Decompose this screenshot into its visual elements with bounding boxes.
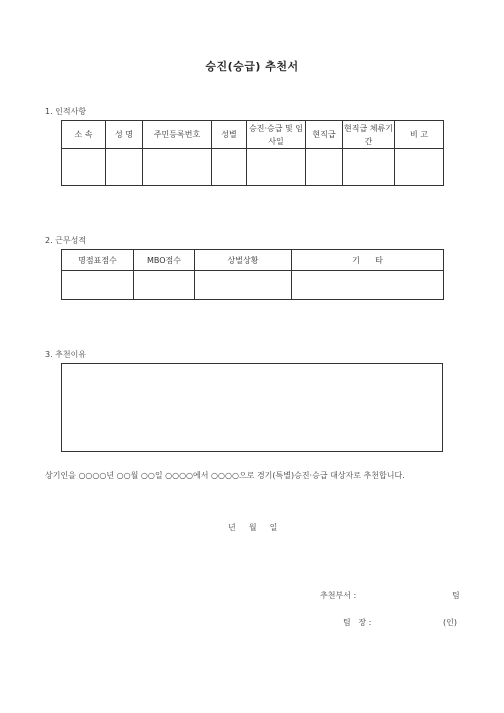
section-recommendation-reason-heading: 3. 추천이유	[45, 350, 87, 359]
input-cell-gender[interactable]	[212, 149, 247, 186]
table-row	[62, 149, 444, 186]
header-cell-remarks: 비 고	[395, 121, 444, 149]
header-cell-resident-number: 주민등록번호	[143, 121, 212, 149]
input-cell-affiliation[interactable]	[62, 149, 106, 186]
section-performance-heading: 2. 근무성적	[45, 236, 87, 245]
header-cell-evaluation-score: 명점표점수	[62, 250, 134, 271]
document-title: 승진(승급) 추천서	[205, 60, 299, 73]
input-cell-resident-number[interactable]	[143, 149, 212, 186]
section-personal-info-heading: 1. 인적사항	[45, 107, 87, 116]
input-cell-name[interactable]	[106, 149, 143, 186]
header-cell-promotion-date: 승진·승급 및 임사일	[247, 121, 306, 149]
table-row	[62, 271, 444, 300]
date-line: 년 월 일	[228, 523, 278, 532]
header-cell-name: 성 명	[106, 121, 143, 149]
header-cell-mbo-score: MBO점수	[134, 250, 195, 271]
input-cell-rewards-penalties[interactable]	[195, 271, 292, 300]
recommending-dept-label: 추천부서 :	[320, 591, 357, 600]
input-cell-promotion-date[interactable]	[247, 149, 306, 186]
recommendation-statement: 상기인을 ○○○○년 ○○월 ○○일 ○○○○에서 ○○○○으로 경기(특별)승진·승급 대상자로 추천합니다.	[45, 471, 405, 480]
input-cell-grade-period[interactable]	[343, 149, 395, 186]
header-cell-grade-period: 현직급 체류기간	[343, 121, 395, 149]
personal-info-table	[61, 120, 444, 186]
input-cell-mbo-score[interactable]	[134, 271, 195, 300]
header-cell-etc: 기 타	[292, 250, 444, 271]
table-header-row	[62, 121, 444, 149]
input-cell-current-grade[interactable]	[306, 149, 343, 186]
header-cell-gender: 성별	[212, 121, 247, 149]
seal-mark: (인)	[443, 618, 457, 627]
recommendation-reason-box[interactable]	[61, 363, 443, 452]
table-header-row	[62, 250, 444, 271]
input-cell-etc[interactable]	[292, 271, 444, 300]
header-cell-affiliation: 소 속	[62, 121, 106, 149]
header-cell-rewards-penalties: 상벌상황	[195, 250, 292, 271]
header-cell-current-grade: 현직급	[306, 121, 343, 149]
input-cell-evaluation-score[interactable]	[62, 271, 134, 300]
input-cell-remarks[interactable]	[395, 149, 444, 186]
recommending-dept-suffix: 팀	[452, 591, 460, 600]
performance-table	[61, 249, 444, 300]
team-leader-label: 팀 장 :	[343, 618, 372, 627]
